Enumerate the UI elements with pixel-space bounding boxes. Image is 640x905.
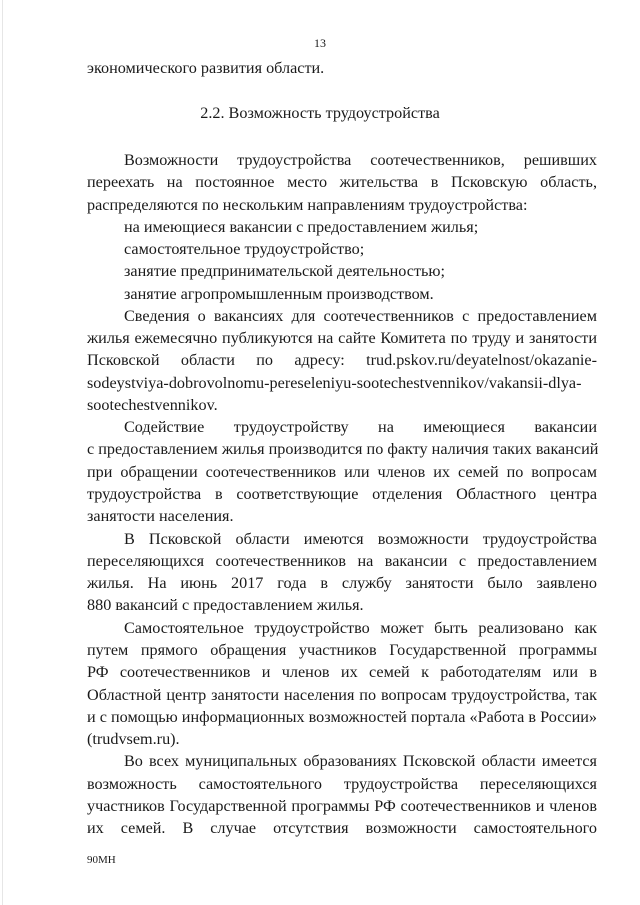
text-line: Сведения о вакансиях для соотечественников с предоставлением (124, 307, 597, 325)
text-line: переселяющихся соотечественников на вакансии с предоставлением (87, 552, 597, 570)
section-heading: 2.2. Возможность трудоустройства (200, 104, 440, 122)
text-line: Псковской области по адресу: trud.pskov.ru/deyatelnost/okazanie- (87, 351, 597, 369)
list-item: самостоятельное трудоустройство; (124, 240, 365, 258)
text-line: Содействие трудоустройству на имеющиеся вакансии (124, 418, 597, 436)
text-line: и с помощью информационных возможностей портала «Работа в России» (87, 708, 597, 726)
text-line: Областной центр занятости населения по вопросам трудоустройства, так (87, 686, 597, 704)
text-line: переехать на постоянное место жительства в Псковскую область, (87, 173, 597, 191)
page-number: 13 (314, 36, 326, 50)
text-line: участников Государственной программы РФ соотечественников и членов (87, 797, 597, 815)
text-line: 880 вакансий с предоставлением жилья. (87, 596, 364, 614)
text-line: sootechestvennikov. (87, 396, 218, 414)
list-item: занятие предпринимательской деятельностью; (124, 262, 445, 280)
text-line: (trudvsem.ru). (87, 730, 180, 748)
text-line: sodeystviya-dobrovolnomu-pereseleniyu-sootechestvennikov/vakansii-dlya- (87, 374, 582, 392)
text-line: возможность самостоятельного трудоустройства переселяющихся (87, 775, 597, 793)
text-line: при обращении соотечественников или членов их семей по вопросам (87, 463, 597, 481)
text-line: их семей. В случае отсутствия возможности самостоятельного (87, 819, 597, 837)
text-line: жилья ежемесячно публикуются на сайте Комитета по труду и занятости (87, 329, 597, 347)
text-line: Возможности трудоустройства соотечественников, решивших (124, 151, 597, 169)
text-line: распределяются по нескольким направлениям трудоустройства: (87, 196, 528, 214)
text-line: экономического развития области. (87, 59, 325, 77)
text-line: РФ соотечественников и членов их семей к работодателям или в (87, 663, 597, 681)
list-item: на имеющиеся вакансии с предоставлением жилья; (124, 218, 479, 236)
text-line: В Псковской области имеются возможности трудоустройства (124, 530, 597, 548)
text-line: с предоставлением жилья производится по факту наличия таких вакансий (87, 440, 599, 458)
text-line: жилья. На июнь 2017 года в службу занятости было заявлено (87, 574, 597, 592)
scan-edge (2, 0, 3, 905)
text-line: занятости населения. (87, 507, 234, 525)
footer-code: 90МН (87, 854, 116, 866)
text-line: Во всех муниципальных образованиях Псковской области имеется (124, 752, 597, 770)
text-line: Самостоятельное трудоустройство может быть реализовано как (124, 619, 597, 637)
text-line: трудоустройства в соответствующие отделения Областного центра (87, 485, 597, 503)
list-item: занятие агропромышленным производством. (124, 285, 434, 303)
text-line: путем прямого обращения участников Государственной программы (87, 641, 597, 659)
